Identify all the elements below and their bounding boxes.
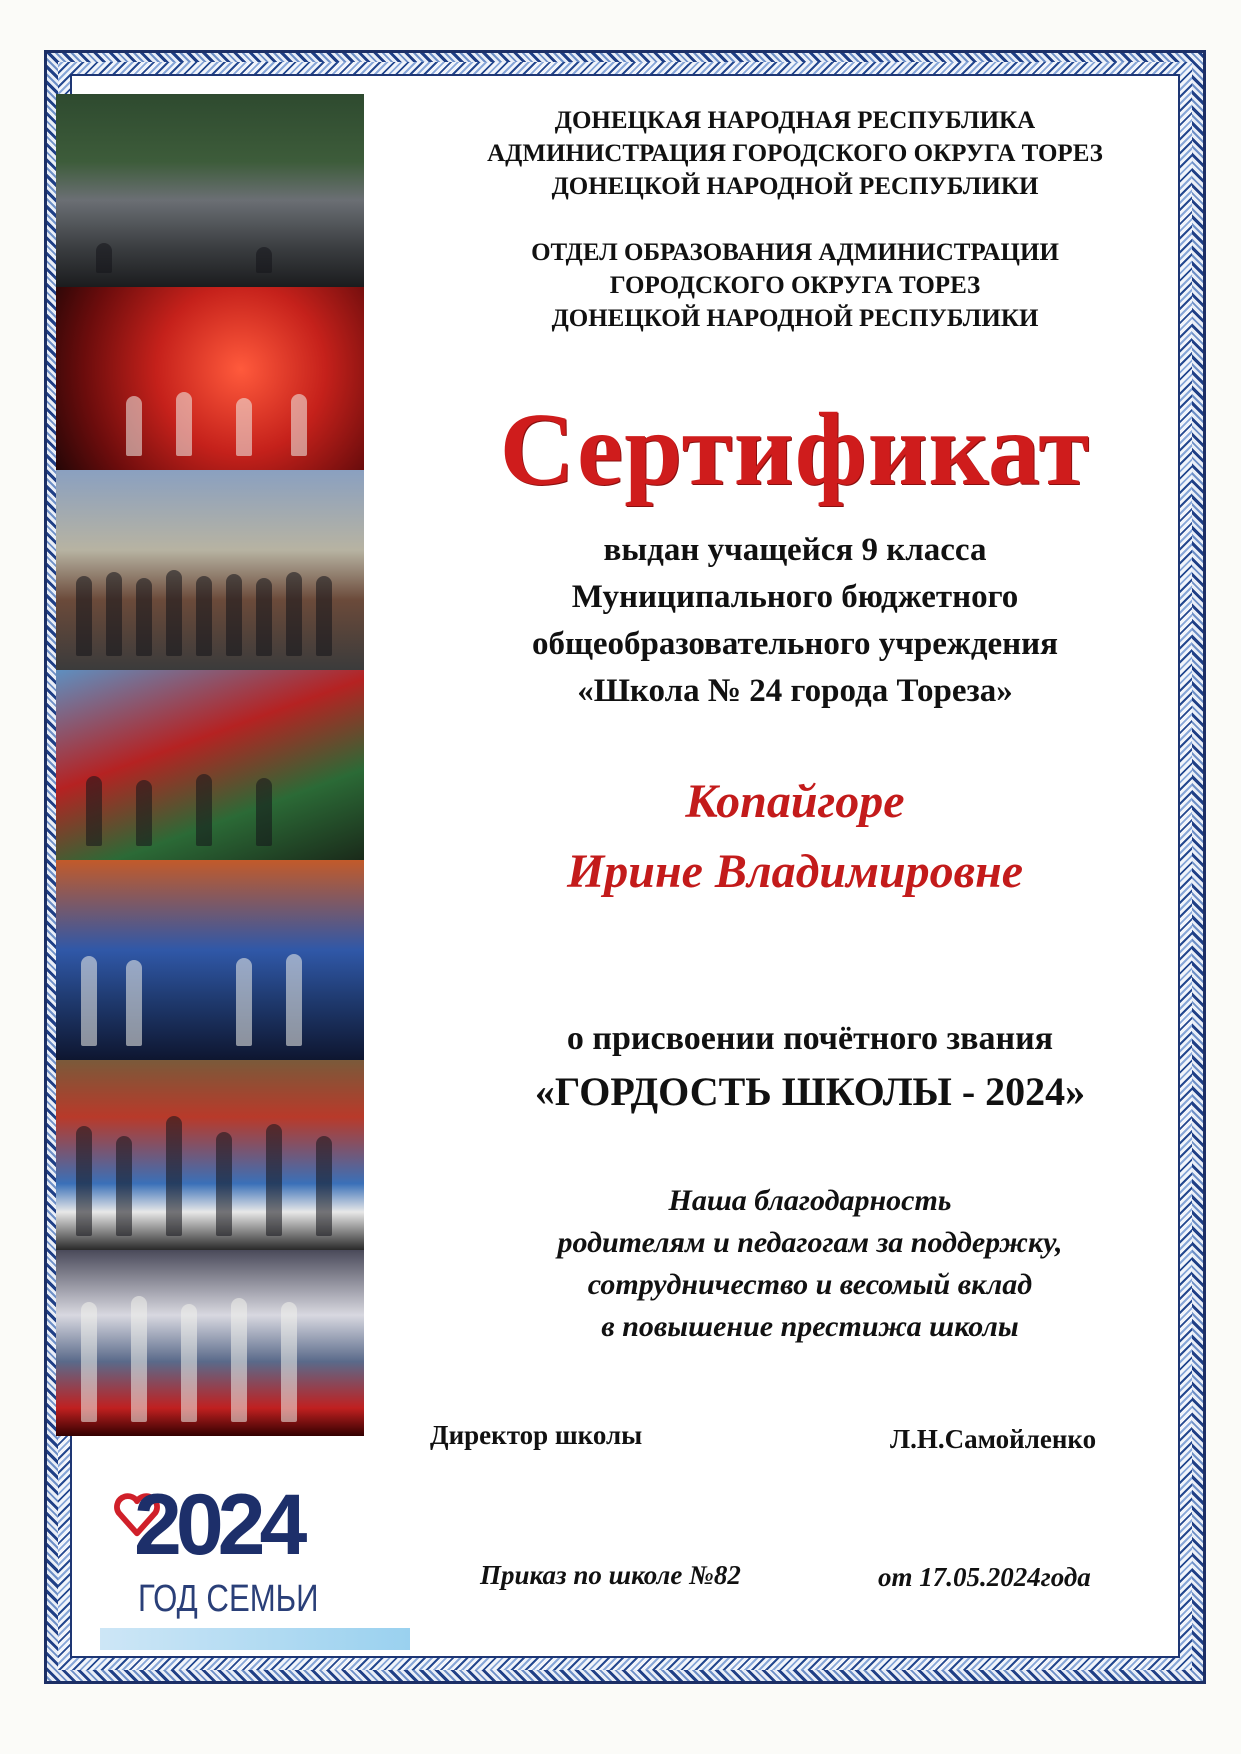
issued-line-3: общеобразовательного учреждения (531, 626, 1059, 662)
header-line-3: ДОНЕЦКОЙ НАРОДНОЙ РЕСПУБЛИКИ (551, 173, 1039, 200)
year-of-family-logo (100, 1478, 380, 1638)
certificate-title: Сертификат (499, 392, 1091, 507)
photo-students-outdoors (56, 470, 364, 670)
issued-line-2: Муниципального бюджетного (571, 579, 1019, 615)
order-number: Приказ по школе №82 (480, 1560, 741, 1590)
header-line-4: ОТДЕЛ ОБРАЗОВАНИЯ АДМИНИСТРАЦИИ (531, 239, 1059, 266)
thanks-line-1: Наша благодарность (668, 1184, 952, 1217)
header-line-1: ДОНЕЦКАЯ НАРОДНАЯ РЕСПУБЛИКА (554, 107, 1036, 134)
thanks-line-2: родителям и педагогам за поддержку, (557, 1226, 1063, 1259)
photo-february-23-event (56, 860, 364, 1060)
thanks-line-3: сотрудничество и весомый вклад (587, 1268, 1033, 1301)
honor-line-1: о присвоении почётного звания (566, 1020, 1054, 1057)
logo-stripe (100, 1628, 410, 1650)
order-date: от 17.05.2024года (878, 1562, 1091, 1592)
issued-line-1: выдан учащейся 9 класса (603, 532, 987, 568)
thanks-line-4: в повышение престижа школы (601, 1310, 1019, 1343)
header-line-5: ГОРОДСКОГО ОКРУГА ТОРЕЗ (609, 272, 981, 299)
header-line-2: АДМИНИСТРАЦИЯ ГОРОДСКОГО ОКРУГА ТОРЕЗ (487, 140, 1103, 167)
photo-stage-performance (56, 287, 364, 470)
photo-collage (56, 94, 364, 1436)
signature-position: Директор школы (430, 1420, 643, 1450)
logo-caption: ГОД СЕМЬИ (138, 1578, 319, 1620)
logo-year: 2024 (134, 1477, 302, 1573)
photo-school-building (56, 94, 364, 287)
photo-alphabet-event (56, 670, 364, 860)
recipient-name: Ирине Владимировне (566, 845, 1024, 898)
header-line-6: ДОНЕЦКОЙ НАРОДНОЙ РЕСПУБЛИКИ (551, 305, 1039, 332)
photo-spring-event (56, 1060, 364, 1250)
issued-line-4: «Школа № 24 города Тореза» (577, 673, 1013, 709)
recipient-surname: Копайгоре (685, 775, 905, 828)
honor-title: «ГОРДОСТЬ ШКОЛЫ - 2024» (534, 1069, 1086, 1114)
photo-class-group (56, 1250, 364, 1436)
signature-name: Л.Н.Самойленко (890, 1424, 1097, 1454)
